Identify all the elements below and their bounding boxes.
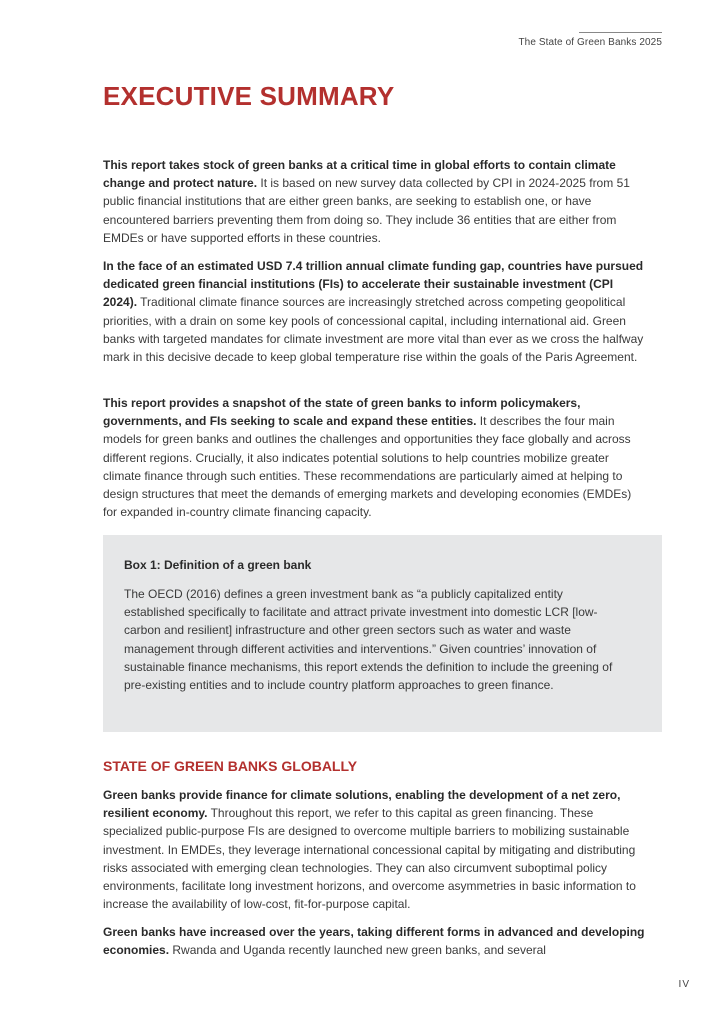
running-header: The State of Green Banks 2025	[518, 37, 662, 48]
section-paragraph-1	[103, 786, 648, 913]
paragraph-body: Throughout this report, we refer to this capital as green financing. These specialized public-purpose FIs are designed to overcome multiple barriers to mobilizing sustainable investment. In EMDEs, they leverage international concessional capital by mitigating and distributing risks associated with emerging clean technologies. They can also circumvent suboptimal policy environments, facilitate long investment horizons, and overcome asymmetries in basic information to increase the availability of low-cost, fit-for-purpose capital.	[103, 806, 636, 912]
paragraph-body: Rwanda and Uganda recently launched new green banks, and several	[169, 943, 546, 958]
definition-box	[103, 535, 662, 732]
page-number: IV	[678, 979, 690, 990]
paragraph-lead: This report takes stock of green banks at a critical time in global efforts to contain climate change and protect nature.	[103, 158, 616, 191]
paragraph-body: It describes the four main models for green banks and outlines the challenges and opportunities they face globally and across different regions. Crucially, it also indicates potential solutions to help countries mobilize greater climate finance through such entities. These recommendations are particularly aimed at helping to design structures that meet the demands of emerging markets and developing economies (EMDEs) for expanded in-country climate financing capacity.	[103, 414, 632, 520]
paragraph-lead: Green banks have increased over the years, taking different forms in advanced and developing economies.	[103, 925, 645, 958]
intro-paragraph-2	[103, 257, 648, 366]
page-title: EXECUTIVE SUMMARY	[103, 81, 395, 111]
paragraph-body: Traditional climate finance sources are increasingly stretched across competing geopolitical priorities, with a drain on some key pools of concessional capital, including international aid. Green banks with targeted mandates for climate investment are more vital than ever as we cross the halfway mark in this decisive decade to keep global temperature rise within the goals of the Paris Agreement.	[103, 295, 644, 365]
section-heading: STATE OF GREEN BANKS GLOBALLY	[103, 758, 358, 774]
intro-paragraph-3	[103, 394, 648, 521]
box-body: The OECD (2016) defines a green investment bank as “a publicly capitalized entity established specifically to facilitate and attract private investment into domestic LCR [low-carbon and resilient] infrastructure and other green sectors such as water and waste management through different activities and interventions.” Given countries’ innovation of sustainable finance mechanisms, this report extends the definition to include the greening of pre-existing entities and to include country platform approaches to green finance.	[124, 587, 613, 693]
header-rule	[579, 32, 662, 33]
section-paragraph-2	[103, 923, 648, 959]
box-title: Box 1: Definition of a green bank	[124, 558, 312, 572]
paragraph-lead: In the face of an estimated USD 7.4 trillion annual climate funding gap, countries have pursued dedicated green financial institutions (FIs) to accelerate their sustainable investment (CPI 2024).	[103, 259, 644, 310]
paragraph-lead: This report provides a snapshot of the state of green banks to inform policymakers, governments, and FIs seeking to scale and expand these entities.	[103, 396, 581, 429]
intro-paragraph-1	[103, 156, 648, 247]
paragraph-body: It is based on new survey data collected by CPI in 2024-2025 from 51 public financial institutions that are either green banks, are seeking to establish one, or have encountered barriers preventing them from doing so. They include 36 entities that are either from EMDEs or have supported efforts in these countries.	[103, 176, 630, 245]
paragraph-lead: Green banks provide finance for climate solutions, enabling the development of a net zero, resilient economy.	[103, 788, 621, 821]
